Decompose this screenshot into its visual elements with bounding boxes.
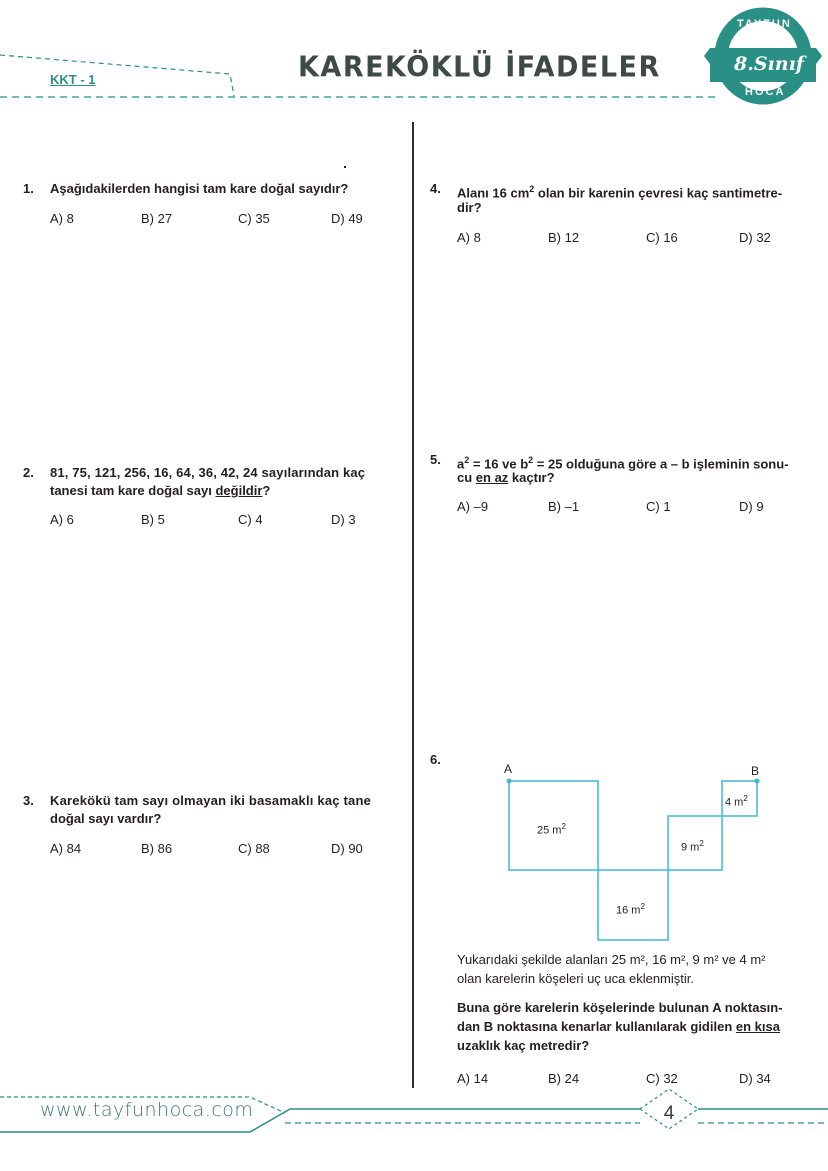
option-b[interactable]: B) 5	[141, 512, 165, 527]
badge-grade: 8.Sınıf	[734, 53, 804, 75]
option-d[interactable]: D) 3	[331, 512, 356, 527]
option-a[interactable]: A) 84	[50, 841, 82, 856]
question-number: 6.	[430, 752, 441, 767]
question-number: 5.	[430, 452, 441, 467]
text-segment: = 16 ve b	[469, 456, 529, 472]
emphasis-text: değildir	[215, 483, 263, 498]
area-label-16	[616, 902, 645, 917]
superscript: 2	[561, 822, 566, 831]
text-segment: dan B noktasına kenarlar kullanılarak gidilen	[457, 1019, 736, 1034]
question-description-line2: olan karelerin köşeleri uç uca eklenmiştir.	[457, 971, 694, 986]
area-value: 16 m	[616, 904, 641, 917]
area-label-9	[681, 839, 704, 854]
column-divider	[412, 122, 414, 1088]
question-text: Aşağıdakilerden hangisi tam kare doğal sayıdır?	[50, 181, 349, 196]
option-a[interactable]: A) 6	[50, 512, 74, 527]
option-b[interactable]: B) 12	[548, 230, 580, 245]
option-a[interactable]: A) 8	[457, 230, 481, 245]
question-text-line2: doğal sayı vardır?	[50, 811, 162, 826]
text-segment: tanesi tam kare doğal sayı	[50, 483, 216, 498]
superscript: 2	[464, 455, 470, 465]
text-segment: kaçtır?	[508, 470, 555, 485]
text-segment: a	[457, 456, 465, 472]
option-c[interactable]: C) 35	[238, 211, 270, 226]
question-text-line2: dir?	[457, 200, 482, 215]
question-number: 4.	[430, 181, 441, 196]
option-d[interactable]: D) 32	[739, 230, 771, 245]
option-b[interactable]: B) 24	[548, 1071, 580, 1086]
question-text-line1	[457, 180, 782, 202]
question-text-line2	[457, 1018, 780, 1036]
option-c[interactable]: C) 1	[646, 499, 671, 514]
superscript: 2	[699, 839, 704, 848]
superscript: 2	[529, 184, 535, 194]
stray-dot	[344, 166, 346, 168]
option-b[interactable]: B) 27	[141, 211, 173, 226]
text-segment: cu	[457, 470, 476, 485]
question-number: 1.	[23, 181, 34, 196]
area-value: 25 m	[537, 824, 562, 837]
question-text-line1: 81, 75, 121, 256, 16, 64, 36, 42, 24 sayılarından kaç	[50, 465, 366, 480]
emphasis-text: en kısa	[735, 1019, 780, 1034]
point-a-label: A	[504, 762, 513, 776]
option-a[interactable]: A) –9	[457, 499, 489, 514]
squares-figure	[500, 775, 760, 945]
option-a[interactable]: A) 14	[457, 1071, 489, 1086]
question-number: 2.	[23, 465, 34, 480]
question-text-line1: Karekökü tam sayı olmayan iki basamaklı kaç tane	[50, 793, 372, 808]
option-b[interactable]: B) 86	[141, 841, 173, 856]
text-segment: Alanı 16 cm	[457, 185, 530, 201]
option-a[interactable]: A) 8	[50, 211, 74, 226]
badge-top-text: TAYFUN	[737, 18, 792, 30]
option-d[interactable]: D) 49	[331, 211, 363, 226]
text-segment: olan bir karenin çevresi kaç santimetre-	[534, 185, 783, 201]
point-b-label: B	[751, 764, 760, 778]
question-description-line1: Yukarıdaki şekilde alanları 25 m², 16 m², 9 m² ve 4 m²	[457, 952, 766, 967]
option-b[interactable]: B) –1	[548, 499, 580, 514]
emphasis-text: en az	[475, 470, 509, 485]
option-c[interactable]: C) 16	[646, 230, 678, 245]
page-number: 4	[663, 1103, 675, 1124]
option-d[interactable]: D) 9	[739, 499, 764, 514]
superscript: 2	[640, 902, 645, 911]
superscript: 2	[528, 455, 534, 465]
option-c[interactable]: C) 4	[238, 512, 263, 527]
point-a-marker	[507, 779, 512, 784]
question-text-line3: uzaklık kaç metredir?	[457, 1038, 590, 1053]
option-d[interactable]: D) 90	[331, 841, 363, 856]
area-value: 4 m	[725, 796, 744, 809]
question-number: 3.	[23, 793, 34, 808]
worksheet-code: KKT - 1	[50, 72, 96, 87]
superscript: 2	[743, 794, 748, 803]
area-label-4	[725, 794, 748, 809]
area-value: 9 m	[681, 841, 700, 854]
option-c[interactable]: C) 32	[646, 1071, 678, 1086]
option-c[interactable]: C) 88	[238, 841, 270, 856]
point-b-marker	[755, 779, 760, 784]
question-text-line2	[50, 482, 270, 500]
option-d[interactable]: D) 34	[739, 1071, 771, 1086]
text-segment: ?	[262, 483, 271, 498]
question-text-line1: Buna göre karelerin köşelerinde bulunan A noktasın-	[457, 1000, 783, 1015]
badge-bottom-text: HOCA	[745, 86, 786, 98]
question-text-line2	[457, 469, 555, 487]
page-title: KAREKÖKLÜ İFADELER	[298, 51, 661, 84]
footer-website-link[interactable]: www.tayfunhoca.com	[40, 1099, 254, 1121]
area-label-25	[537, 822, 566, 837]
text-segment: = 25 olduğuna göre a – b işleminin sonu-	[533, 456, 789, 472]
